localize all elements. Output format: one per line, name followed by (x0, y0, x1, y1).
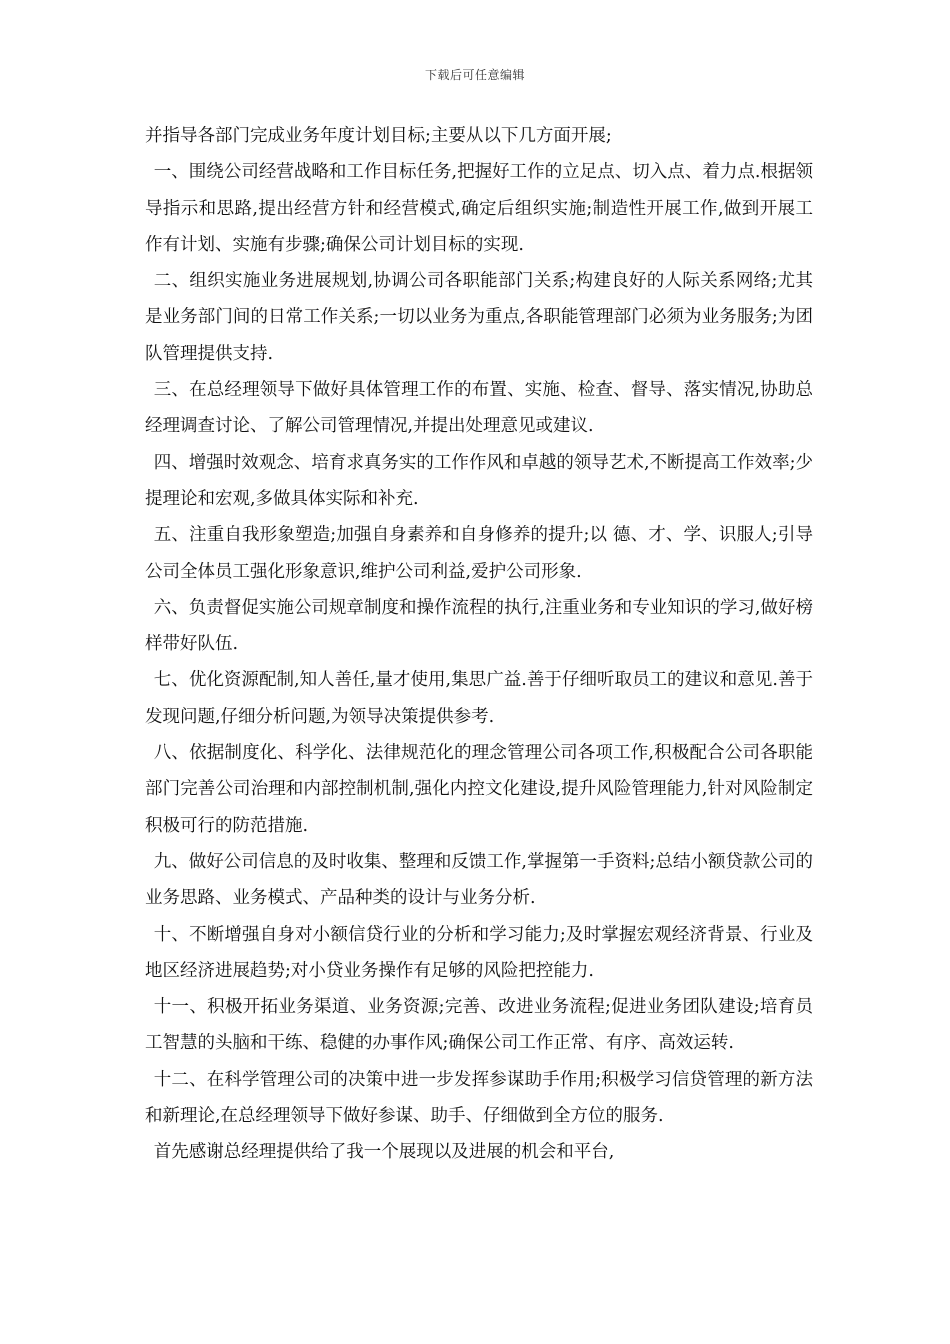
paragraph: 七、优化资源配制,知人善任,量才使用,集思广益.善于仔细听取员工的建议和意见.善于发现问题,仔细分析问题,为领导决策提供参考. (145, 670, 813, 727)
paragraph: 首先感谢总经理提供给了我一个展现以及进展的机会和平台, (153, 1142, 615, 1163)
paragraph: 九、做好公司信息的及时收集、整理和反馈工作,掌握第一手资料;总结小额贷款公司的业务思路、业务模式、产品种类的设计与业务分析. (145, 851, 813, 909)
paragraph: 五、注重自我形象塑造;加强自身素养和自身修养的提升;以 德、才、学、识服人;引导公司全体员工强化形象意识,维护公司利益,爱护公司形象. (145, 525, 813, 582)
paragraph: 二、组织实施业务进展规划,协调公司各职能部门关系;构建良好的人际关系网络;尤其是业务部门间的日常工作关系;一切以业务为重点,各职能管理部门必须为业务服务;为团队管理提供支持. (145, 271, 813, 364)
paragraph: 十一、积极开拓业务渠道、业务资源;完善、改进业务流程;促进业务团队建设;培育员工智慧的头脑和干练、稳健的办事作风;确保公司工作正常、有序、高效运转. (145, 997, 813, 1054)
paragraph: 并指导各部门完成业务年度计划目标;主要从以下几方面开展; (145, 126, 612, 146)
document-body (145, 118, 813, 1171)
paragraph: 一、围绕公司经营战略和工作目标任务,把握好工作的立足点、切入点、着力点.根据领导指示和思路,提出经营方针和经营模式,确定后组织实施;制造性开展工作,做到开展工作有计划、实施有步骤;确保公司计划目标的实现. (145, 162, 813, 255)
paragraph: 四、增强时效观念、培育求真务实的工作作风和卓越的领导艺术,不断提高工作效率;少提理论和宏观,多做具体实际和补充. (145, 452, 813, 509)
paragraph: 十二、在科学管理公司的决策中进一步发挥参谋助手作用;积极学习信贷管理的新方法和新理论,在总经理领导下做好参谋、助手、仔细做到全方位的服务. (145, 1069, 813, 1127)
page-header: 下载后可任意编辑 (424, 68, 525, 82)
paragraph: 六、负责督促实施公司规章制度和操作流程的执行,注重业务和专业知识的学习,做好榜样带好队伍. (145, 597, 813, 655)
paragraph: 三、在总经理领导下做好具体管理工作的布置、实施、检查、督导、落实情况,协助总经理调查讨论、了解公司管理情况,并提出处理意见或建议. (145, 380, 813, 437)
paragraph: 十、不断增强自身对小额信贷行业的分析和学习能力;及时掌握宏观经济背景、行业及地区经济进展趋势;对小贷业务操作有足够的风险把控能力. (145, 924, 813, 981)
paragraph: 八、依据制度化、科学化、法律规范化的理念管理公司各项工作,积极配合公司各职能部门完善公司治理和内部控制机制,强化内控文化建设,提升风险管理能力,针对风险制定积极可行的防范措施. (145, 743, 813, 836)
